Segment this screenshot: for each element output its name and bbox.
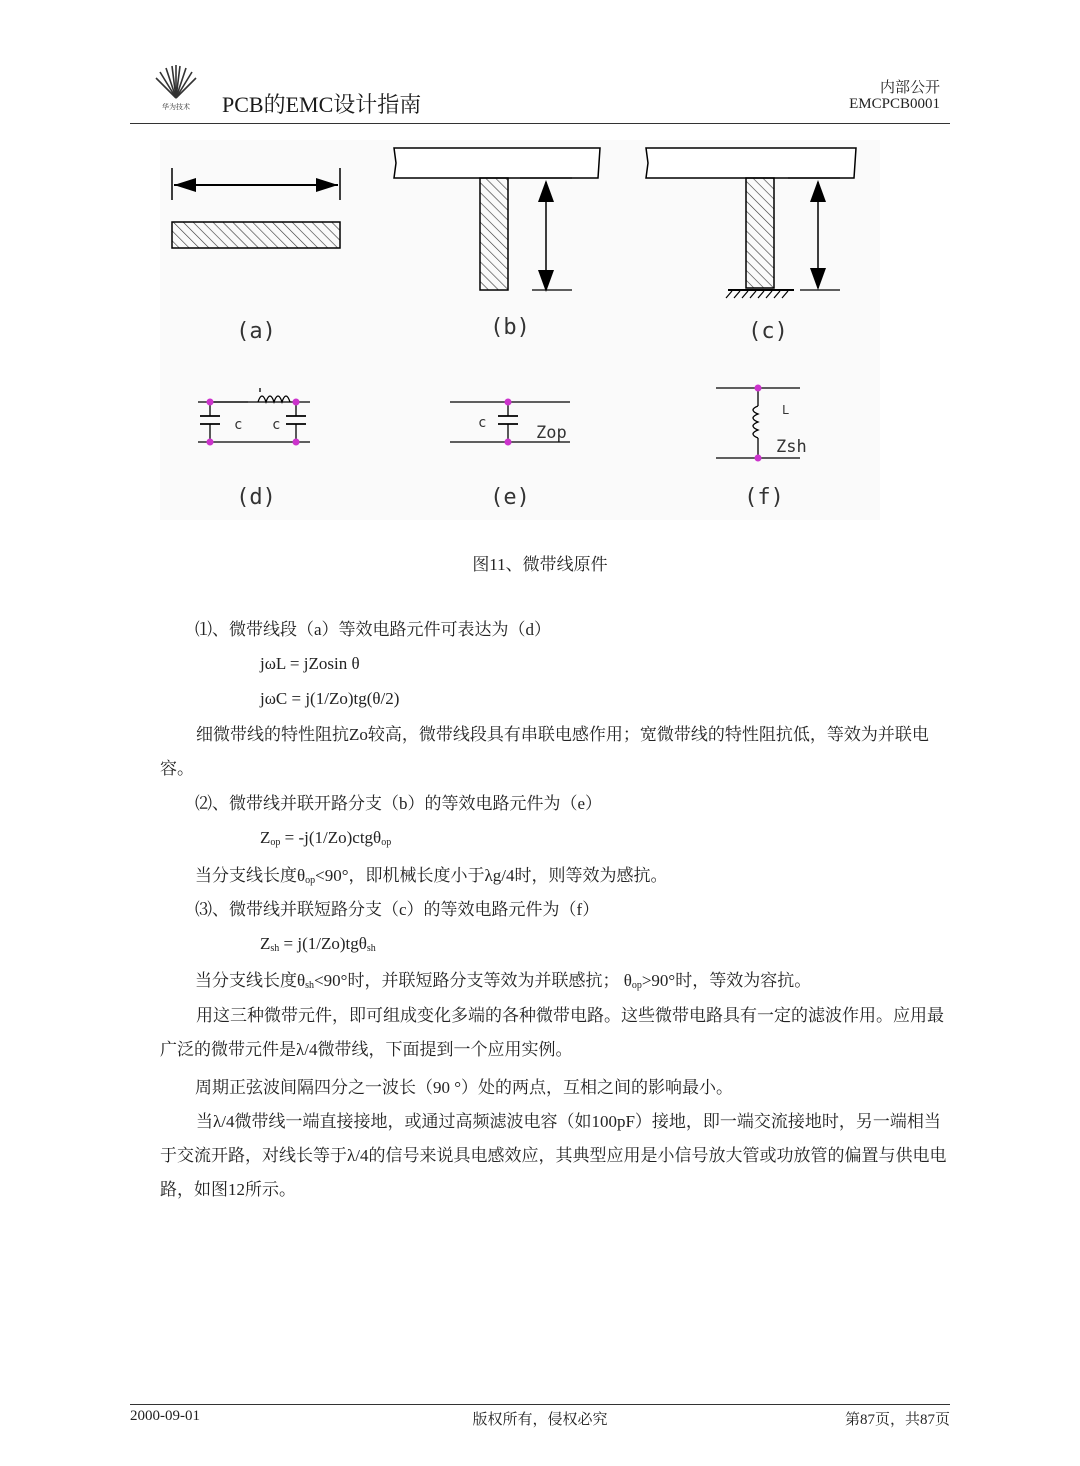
formula-zsh: $Z_{sh} = j(1/Zo)tg\theta_{sh}$ — [260, 934, 376, 954]
label-zsh: Zsh — [776, 437, 807, 457]
footer-page-number: 第87页，共87页 — [844, 1412, 950, 1428]
company-logo — [150, 62, 202, 112]
label-c-right: c — [272, 417, 281, 433]
document-code: EMCPCB0001 — [849, 96, 940, 112]
panel-label-e: (e) — [490, 485, 530, 510]
formula-capacitance: jωC = j(1/Zo)tg(θ/2) — [260, 689, 400, 708]
panel-label-d: (d) — [236, 485, 276, 510]
paragraph-quarter-wave: 周期正弦波间隔四分之一波长（90 °）处的两点，互相之间的影响最小。 — [195, 1078, 734, 1097]
label-c-e: c — [478, 415, 487, 431]
paragraph-short-stub-note: 当分支线长度$\theta_{sh}<90^\circ$时，并联短路分支等效为并联感抗； $\theta_{op}>90^\circ$时，等效为容抗。 — [195, 971, 812, 991]
classification-label: 内部公开 — [879, 80, 940, 96]
formula-zop: $Z_{op} = -j(1/Zo)ctg\theta_{op}$ — [260, 828, 392, 848]
document-title: PCB的EMC设计指南 — [222, 92, 422, 117]
panel-label-c: (c) — [748, 319, 788, 344]
footer-divider — [130, 1404, 950, 1405]
header-divider — [130, 123, 950, 124]
logo-text: 华为技术 — [162, 103, 190, 111]
paragraph-open-stub-note: 当分支线长度$\theta_{op}<90^\circ$，即机械长度小于λg/4时，则等效为感抗。 — [195, 866, 668, 886]
paragraph-bias-circuit: 当λ/4微带线一端直接接地，或通过高频滤波电容（如100pF）接地，即一端交流接地时，另一端相当于交流开路，对线长等于λ/4的信号来说具电感效应，其典型应用是小信号放大管或功放管的偏置与供电电路，如图12所示。 — [160, 1112, 947, 1199]
formula-inductance: jωL = jZosin θ — [260, 654, 360, 673]
microstrip-elements-figure — [160, 140, 880, 520]
paragraph-filter-application: 用这三种微带元件，即可组成变化多端的各种微带电路。这些微带电路具有一定的滤波作用。应用最广泛的微带元件是λ/4微带线，下面提到一个应用实例。 — [160, 1006, 944, 1059]
paragraph-item-1: ⑴、微带线段（a）等效电路元件可表达为（d） — [195, 620, 552, 639]
label-c-left: c — [234, 417, 243, 433]
label-zop: Zop — [536, 423, 567, 443]
panel-label-f: (f) — [744, 485, 784, 510]
paragraph-item-3: ⑶、微带线并联短路分支（c）的等效电路元件为（f） — [195, 900, 600, 919]
footer-date: 2000-09-01 — [130, 1408, 200, 1424]
footer-copyright: 版权所有，侵权必究 — [472, 1412, 608, 1428]
paragraph-impedance-note: 细微带线的特性阻抗Zo较高，微带线段具有串联电感作用；宽微带线的特性阻抗低，等效为并联电容。 — [160, 725, 929, 778]
label-L: L — [782, 403, 790, 417]
panel-label-a: (a) — [236, 319, 276, 344]
paragraph-item-2: ⑵、微带线并联开路分支（b）的等效电路元件为（e） — [195, 794, 603, 813]
panel-label-b: (b) — [490, 315, 530, 340]
figure-caption: 图11、微带线原件 — [472, 555, 608, 574]
